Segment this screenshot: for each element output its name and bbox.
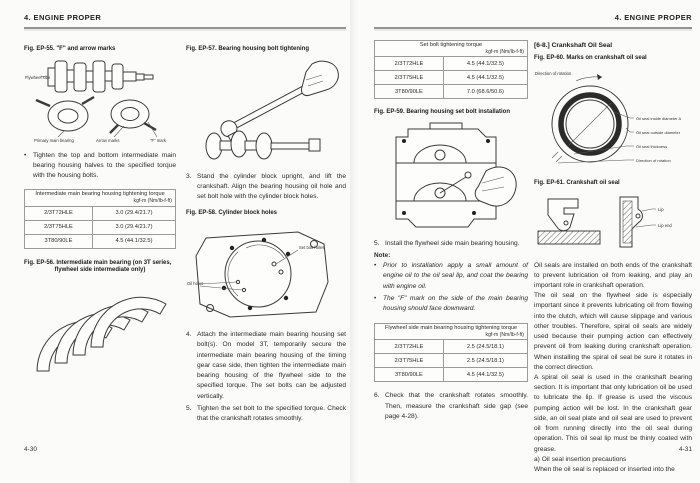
set-bolt-torque-table bbox=[374, 40, 528, 99]
table-title: Set bolt tightening torque bbox=[419, 42, 483, 48]
hand-drawing bbox=[301, 61, 338, 95]
table-row: 2/3T72HLE 3.0 (29.4/21.7) bbox=[25, 206, 176, 220]
thickness-ticks bbox=[552, 152, 562, 162]
intermediate-torque-table bbox=[24, 189, 176, 248]
flywheel-side-label: Flywheel side bbox=[25, 74, 51, 80]
flywheel-torque-table bbox=[374, 323, 528, 382]
seal-cross-section-left bbox=[548, 199, 578, 231]
left-header-rule bbox=[24, 27, 346, 29]
table-title: Flywheel side main bearing housing tightening torque bbox=[384, 325, 518, 332]
bearing-housings-drawing bbox=[36, 97, 156, 133]
leader-line bbox=[642, 209, 656, 211]
f-mark-label: "F" mark bbox=[150, 137, 166, 143]
step-4: 4. Attach the intermediate main bearing housing set bolt(s). On model 3T, temporarily secure the intermediate main bearing housing of the timing gear case side, then tighten the intermediate main bearing housing of the flywheel side to the specified torque. The set bolts can be adjusted vertically. bbox=[186, 331, 346, 400]
bullet-mark: • bbox=[374, 294, 377, 302]
table-row: 2/3T75HLE 4.5 (44.1/32.5) bbox=[375, 71, 528, 85]
fig-ep55-caption: Fig. EP-55. "F" and arrow marks bbox=[24, 46, 116, 52]
fig-ep57-illustration bbox=[186, 54, 344, 166]
oil-seal-paragraph-4: a) Oil seal insertion precautions bbox=[534, 455, 627, 463]
table-row: 2/3T75HLE 3.0 (29.4/21.7) bbox=[25, 220, 176, 234]
table-row: 3T80/90LE 4.5 (44.1/32.5) bbox=[25, 234, 176, 248]
right-page-header: 4. ENGINE PROPER bbox=[614, 13, 692, 22]
page-gutter bbox=[350, 0, 359, 483]
fig-ep60-caption: Fig. EP-60. Marks on crankshaft oil seal bbox=[534, 55, 647, 61]
crankshaft-oil-seal-title: [6-8.] Crankshaft Oil Seal bbox=[534, 42, 613, 49]
fig-ep61-illustration bbox=[534, 191, 690, 255]
table-title: Intermediate main bearing housing tightening torque bbox=[35, 191, 165, 198]
direction-rotation-bottom-label: Direction of rotation bbox=[636, 157, 671, 163]
right-header-rule bbox=[374, 27, 692, 29]
crankshaft-drawing bbox=[48, 61, 153, 92]
crankshaft-lower-drawing bbox=[206, 131, 320, 159]
fig-ep56-illustration bbox=[30, 281, 170, 379]
right-page-col2 bbox=[534, 42, 692, 475]
oil-seal-paragraph-1: Oil seals are installed on both ends of the crankshaft to prevent lubrication oil from leaking, and play an important role in crankshaft operation. bbox=[534, 261, 692, 290]
table-row: 3T80/90LE 4.5 (44.1/32.5) bbox=[375, 368, 528, 382]
note-1: • Prior to installation apply a small amount of engine oil to the oil seal lip, and coat the bearing with engine oil. bbox=[374, 261, 528, 292]
oil-holes-label: Oil holes bbox=[187, 281, 204, 287]
arrow-marks-label: Arrow marks bbox=[96, 137, 120, 143]
fig-ep56-caption: Fig. EP-56. Intermediate main bearing (on 3T series, flywheel side intermediate only) bbox=[24, 259, 172, 274]
right-page-number: 4-31 bbox=[678, 446, 692, 453]
direction-rotation-top-label: Direction of rotation bbox=[535, 70, 572, 76]
diameter-line bbox=[569, 103, 611, 145]
bullet-mark: • bbox=[24, 151, 27, 159]
note-label: Note: bbox=[374, 252, 391, 260]
outside-diameter-label: Oil seal outside diameter bbox=[636, 129, 681, 135]
thickness-label: Oil seal thickness bbox=[636, 143, 668, 149]
bullet-mark: • bbox=[374, 262, 377, 270]
right-page-col1 bbox=[374, 40, 528, 422]
leader-line bbox=[558, 160, 634, 163]
left-page-col1 bbox=[24, 46, 176, 379]
fig-ep59-caption: Fig. EP-59. Bearing housing set bolt installation bbox=[374, 109, 511, 116]
seal-cross-section-right bbox=[620, 197, 643, 247]
fig-ep58-caption: Fig. EP-58. Cylinder block holes bbox=[186, 210, 278, 217]
table-row: 2/3T72HLE 2.5 (24.5/18.1) bbox=[375, 340, 528, 354]
step-5-right: 5. Install the flywheel side main bearing housing. bbox=[374, 239, 520, 247]
engine-block-outline bbox=[396, 129, 496, 227]
oil-seal-paragraph-2: The oil seal on the flywheel side is especially important since it prevents lubricating oil from flowing into the clutch, which will cause slippage and various other troubles. Therefore, spiral oil seals are widely used because their pumping action can effectively prevent oil from leaking during crankshaft operation. When installing the spiral oil seal be sure it rotates in the correct direction. bbox=[534, 292, 692, 371]
primary-main-bearing-label: Primary main bearing bbox=[34, 137, 74, 143]
lip-label: Lip bbox=[658, 206, 664, 212]
table-unit: kgf-m (Nm/lb-f-ft) bbox=[133, 198, 172, 205]
table-unit: kgf-m (Nm/lb-f-ft) bbox=[485, 332, 524, 339]
lip-end-label: Lip end bbox=[658, 222, 672, 228]
note-2: • The "F" mark on the side of the main bearing housing should face downward. bbox=[374, 294, 528, 314]
set-bolt-holes-label: Set bolt holes bbox=[299, 245, 325, 251]
step-6: 6. Check that the crankshaft rotates smoothly. Then, measure the crankshaft side gap (see page 4-28). bbox=[374, 392, 528, 420]
fig-ep61-caption: Fig. EP-61. Crankshaft oil seal bbox=[534, 179, 620, 186]
leader-line bbox=[58, 131, 64, 137]
fig-ep55-illustration bbox=[24, 54, 176, 144]
step-5-left: 5. Tighten the set bolt to the specified torque. Check that the crankshaft rotates smoothly. bbox=[186, 404, 346, 422]
arrow-head bbox=[597, 74, 602, 80]
left-page-col2 bbox=[186, 46, 346, 424]
fig-ep57-caption: Fig. EP-57. Bearing housing bolt tightening bbox=[186, 46, 309, 52]
inside-diameter-label: Oil seal inside diameter A bbox=[636, 115, 682, 121]
leader-line bbox=[636, 225, 656, 227]
fig-ep59-illustration bbox=[374, 121, 526, 233]
shaft-surface-hatch bbox=[538, 231, 600, 244]
table-row: 2/3T72HLE 4.5 (44.1/32.5) bbox=[375, 57, 528, 71]
table-unit: kgf-m (Nm/lb-f-ft) bbox=[485, 48, 524, 55]
bearing-shells-drawing bbox=[37, 297, 166, 371]
left-page-header: 4. ENGINE PROPER bbox=[24, 13, 102, 22]
oil-seal-paragraph-5: When the oil seal is replaced or inserted into the bbox=[534, 465, 675, 473]
fig-ep60-illustration bbox=[534, 66, 690, 174]
table-row: 3T80/90LE 7.0 (68.6/50.6) bbox=[375, 85, 528, 99]
tighten-instruction: • Tighten the top and bottom intermediate main bearing housing halves to the specified torque with the housing bolts. bbox=[24, 151, 176, 182]
left-page-number: 4-30 bbox=[24, 446, 38, 453]
fig-ep58-illustration bbox=[186, 222, 338, 322]
oil-seal-paragraph-3: A spiral oil seal is used in the crankshaft bearing section. It is important that only lubrication oil be used to lubricate the lip. If grease is used the viscous pumping action will be lost. In the crankshaft gear side, an oil seal plate and oil seal are used to prevent oil from running directly into the oil seal during operation. This oil seal lip must be thinly coated with grease. bbox=[534, 374, 692, 453]
step-3: 3. Stand the cylinder block upright, and lift the crankshaft. Align the bearing housing oil hole and set bolt hole with the cylinder block holes. bbox=[186, 172, 346, 201]
table-row: 2/3T75HLE 2.5 (24.5/18.1) bbox=[375, 354, 528, 368]
